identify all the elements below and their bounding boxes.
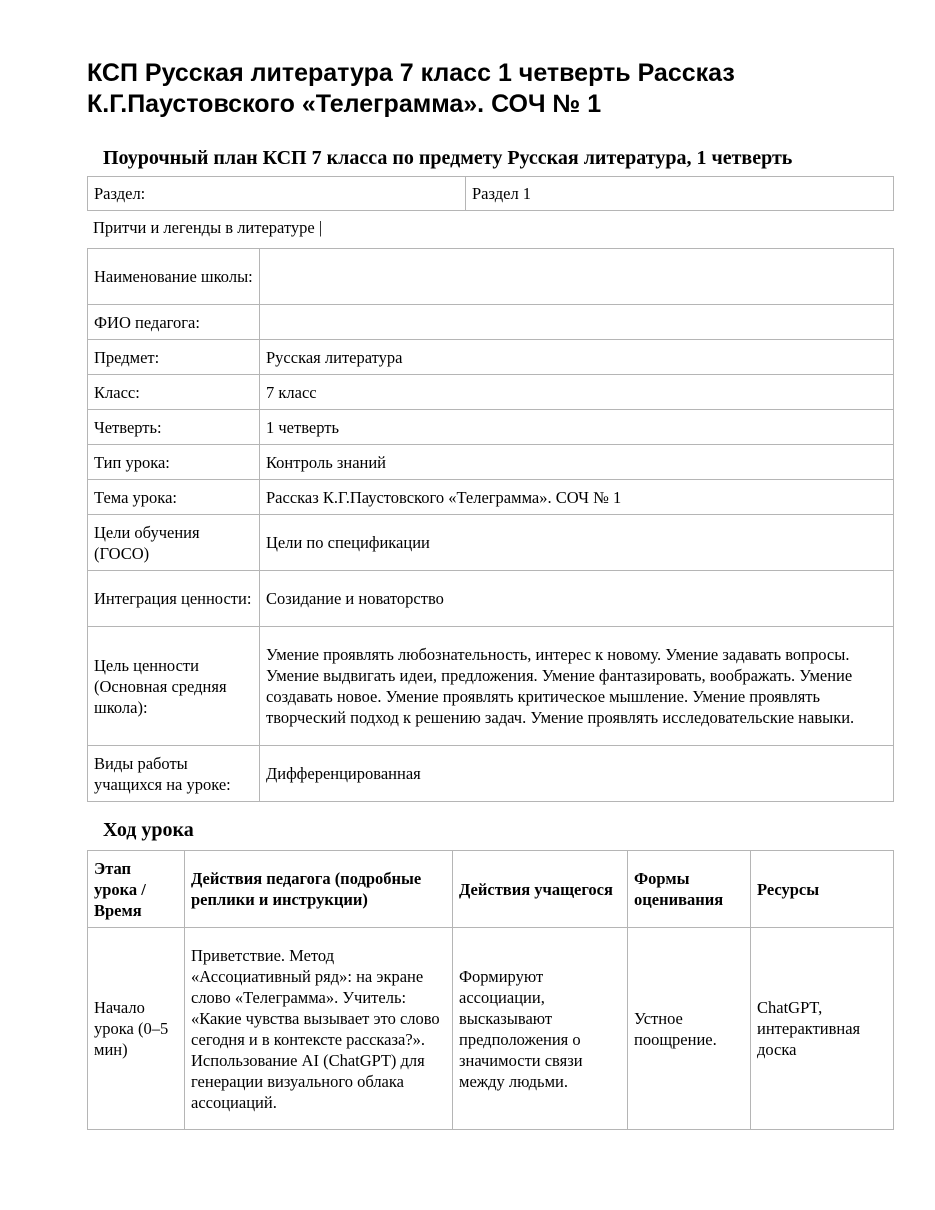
- plan-heading: Поурочный план КСП 7 класса по предмету Русская литература, 1 четверть: [103, 147, 793, 169]
- info-value: 7 класс: [260, 375, 894, 410]
- table-cell: Начало урока (0–5 мин): [88, 928, 185, 1130]
- info-value: Рассказ К.Г.Паустовского «Телеграмма». СОЧ № 1: [260, 480, 894, 515]
- info-label: Тип урока:: [88, 445, 260, 480]
- section-value: Раздел 1: [466, 177, 894, 211]
- lesson-heading: Ход урока: [103, 819, 194, 841]
- table-row: [88, 571, 894, 627]
- section-label: Раздел:: [88, 177, 466, 211]
- info-label: ФИО педагога:: [88, 305, 260, 340]
- info-value: 1 четверть: [260, 410, 894, 445]
- table-row: [88, 928, 894, 1130]
- info-label: Тема урока:: [88, 480, 260, 515]
- table-row: [88, 305, 894, 340]
- info-value: Контроль знаний: [260, 445, 894, 480]
- column-header: Действия педагога (подробные реплики и инструкции): [185, 851, 453, 928]
- table-row: [88, 249, 894, 305]
- info-label: Класс:: [88, 375, 260, 410]
- section-table: [87, 176, 894, 211]
- table-row: [88, 480, 894, 515]
- document-title: КСП Русская литература 7 класс 1 четверть Рассказ К.Г.Паустовского «Телеграмма». СОЧ № 1: [87, 59, 735, 118]
- table-row: [88, 375, 894, 410]
- info-value: Умение проявлять любознательность, интерес к новому. Умение задавать вопросы. Умение выдвигать идеи, предложения. Умение фантазировать, воображать. Умение создавать новое. Умение проявлять критическое мышление. Умение проявлять творческий подход к решению задач. Умение проявлять исследовательские навыки.: [260, 627, 894, 746]
- info-value: Русская литература: [260, 340, 894, 375]
- table-cell: Приветствие. Метод «Ассоциативный ряд»: на экране слово «Телеграмма». Учитель: «Какие чувства вызывает это слово сегодня и в контексте рассказа?». Использование AI (ChatGPT) для генерации визуального облака ассоциаций.: [185, 928, 453, 1130]
- document-page: [87, 58, 893, 1130]
- column-header: Этап урока / Время: [88, 851, 185, 928]
- table-row: [88, 410, 894, 445]
- info-label: Виды работы учащихся на уроке:: [88, 746, 260, 802]
- column-header: Действия учащегося: [453, 851, 628, 928]
- table-row: [88, 177, 894, 211]
- table-row: [88, 515, 894, 571]
- column-header: Формы оценивания: [628, 851, 751, 928]
- table-row: [88, 340, 894, 375]
- table-row: [88, 746, 894, 802]
- info-label: Интеграция ценности:: [88, 571, 260, 627]
- info-value: Дифференцированная: [260, 746, 894, 802]
- info-value: Созидание и новаторство: [260, 571, 894, 627]
- table-cell: ChatGPT, интерактивная доска: [751, 928, 894, 1130]
- table-header-row: [88, 851, 894, 928]
- info-value: [260, 305, 894, 340]
- table-cell: Устное поощрение.: [628, 928, 751, 1130]
- lesson-table: [87, 850, 894, 1130]
- info-value: [260, 249, 894, 305]
- info-label: Наименование школы:: [88, 249, 260, 305]
- table-cell: Формируют ассоциации, высказывают предположения о значимости связи между людьми.: [453, 928, 628, 1130]
- info-label: Цели обучения (ГОСО): [88, 515, 260, 571]
- info-table: [87, 248, 894, 802]
- section-note: Притчи и легенды в литературе |: [93, 218, 323, 237]
- table-row: [88, 627, 894, 746]
- info-label: Цель ценности (Основная средняя школа):: [88, 627, 260, 746]
- info-value: Цели по спецификации: [260, 515, 894, 571]
- info-label: Предмет:: [88, 340, 260, 375]
- table-row: [88, 445, 894, 480]
- info-label: Четверть:: [88, 410, 260, 445]
- column-header: Ресурсы: [751, 851, 894, 928]
